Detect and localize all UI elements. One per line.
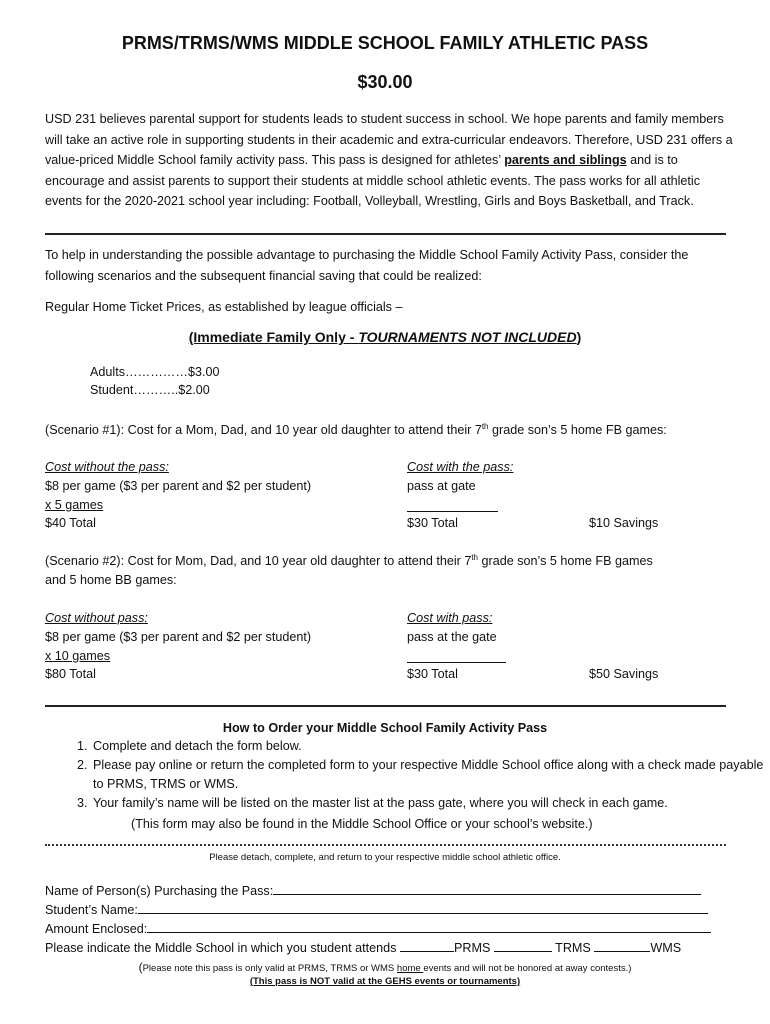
intro-text-start: USD 231 believes parental support for students leads to student success in school. We hope parents and family members will take an active role in supporting students in their academic and extra-curricular endeavors. Therefore, USD 231 offers a value-priced Middle School family activity pass. This pass is designed for athletes’ — [45, 112, 733, 168]
intro-paragraph — [45, 109, 735, 212]
student-name-field[interactable] — [138, 899, 708, 914]
scenario1-with-total: $30 Total — [407, 516, 458, 530]
validity-note-end: events and will not be honored at away contests.) — [423, 963, 632, 974]
scenario2-with-total: $30 Total — [407, 667, 458, 681]
scenario1-heading-sup: th — [481, 421, 489, 431]
scenario2-heading-line2: and 5 home BB games: — [45, 573, 177, 587]
scenario2-heading-sup: th — [471, 552, 478, 562]
scenario1-heading — [45, 420, 667, 441]
order-divider — [45, 705, 726, 707]
order-step: 2. Please pay online or return the completed form to your respective Middle School office along with a check made payable to PRMS, TRMS or WMS. — [91, 756, 770, 794]
purchaser-label: Name of Person(s) Purchasing the Pass: — [45, 884, 274, 898]
detach-note: Please detach, complete, and return to your respective middle school athletic office. — [209, 852, 561, 863]
scenario1-without-total: $40 Total — [45, 516, 96, 530]
scenario1-heading-start: (Scenario #1): Cost for a Mom, Dad, and 10 year old daughter to attend their 7 — [45, 423, 482, 437]
prms-check-field[interactable] — [400, 937, 454, 952]
scenario2-heading — [45, 551, 653, 572]
student-label: Student’s Name: — [45, 903, 138, 917]
scenario1-with-line1: pass at gate — [407, 479, 476, 493]
scenario2-heading-start: (Scenario #2): Cost for Mom, Dad, and 10 year old daughter to attend their 7 — [45, 554, 472, 568]
intro-text-end: and is to encourage and assist parents to support their students at middle school athletic events. The pass works for all athletic events for the 2020-2021 school year including: Football, Volleyball, Wrestling, Girls and Boys Basketball, and Track. — [45, 153, 700, 209]
scenario1-with-label: Cost with the pass: — [407, 460, 514, 474]
scenarios-intro: To help in understanding the possible advantage to purchasing the Middle School Family Activity Pass, consider the following scenarios and the subsequent financial saving that could be realized: — [45, 248, 689, 283]
amount-label: Amount Enclosed: — [45, 922, 148, 936]
school-row — [45, 937, 681, 959]
wms-check-field[interactable] — [594, 937, 650, 952]
school-option-prms: PRMS — [453, 941, 491, 955]
gehs-warning: (This pass is NOT valid at the GEHS events or tournaments) — [249, 976, 521, 987]
family-only-note — [0, 329, 770, 345]
family-note-prefix: (Immediate Family Only - — [188, 329, 359, 345]
scenario2-without-line2: x 10 games — [45, 649, 111, 663]
validity-note-paren: ( — [138, 960, 143, 974]
purchaser-name-field[interactable] — [273, 880, 701, 895]
adult-price: Adults……………$3.00 — [90, 365, 220, 379]
scenario1-without-label: Cost without the pass: — [45, 460, 169, 474]
order-steps — [45, 737, 770, 813]
ticket-prices-label: Regular Home Ticket Prices, as established by league officials – — [45, 300, 403, 314]
family-note-suffix: ) — [576, 329, 582, 345]
scenario2-with-label: Cost with pass: — [407, 611, 493, 625]
intro-emphasis: parents and siblings — [504, 153, 627, 168]
scenario1-savings: $10 Savings — [589, 516, 659, 530]
scenario2-heading-end: grade son’s 5 home FB games — [478, 554, 653, 568]
amount-field[interactable] — [147, 918, 711, 933]
scenario1-heading-end: grade son’s 5 home FB games: — [488, 423, 667, 437]
scenario1-without-line1: $8 per game ($3 per parent and $2 per student) — [45, 479, 312, 493]
school-label: Please indicate the Middle School in which you student attends — [45, 941, 400, 955]
family-note-tournaments: TOURNAMENTS NOT INCLUDED — [358, 329, 577, 345]
order-step: 1. Complete and detach the form below. — [91, 737, 770, 756]
scenario1-without-line2: x 5 games — [45, 498, 104, 512]
validity-note-start: Please note this pass is only valid at PRMS, TRMS or WMS — [142, 963, 397, 974]
scenario2-with-line1: pass at the gate — [407, 630, 497, 644]
scenario2-without-label: Cost without pass: — [45, 611, 148, 625]
student-price: Student………..$2.00 — [90, 383, 210, 397]
scenario2-savings: $50 Savings — [589, 667, 659, 681]
pass-price: $30.00 — [357, 72, 413, 92]
order-note: (This form may also be found in the Middle School Office or your school’s website.) — [131, 817, 593, 831]
validity-note-home: home — [396, 963, 424, 974]
order-heading: How to Order your Middle School Family Activity Pass — [222, 721, 548, 735]
scenario2-sum-line — [407, 662, 506, 663]
validity-note — [0, 960, 770, 974]
school-option-wms: WMS — [650, 941, 682, 955]
order-step: 3. Your family’s name will be listed on the master list at the pass gate, where you will check in each game. — [91, 794, 770, 813]
scenario2-without-line1: $8 per game ($3 per parent and $2 per student) — [45, 630, 312, 644]
scenario2-without-total: $80 Total — [45, 667, 96, 681]
section-divider — [45, 233, 726, 235]
detach-line — [45, 844, 726, 846]
scenario1-sum-line — [407, 511, 498, 512]
school-option-trms: TRMS — [555, 941, 591, 955]
trms-check-field[interactable] — [494, 937, 552, 952]
document-title: PRMS/TRMS/WMS MIDDLE SCHOOL FAMILY ATHLETIC PASS — [121, 33, 649, 53]
